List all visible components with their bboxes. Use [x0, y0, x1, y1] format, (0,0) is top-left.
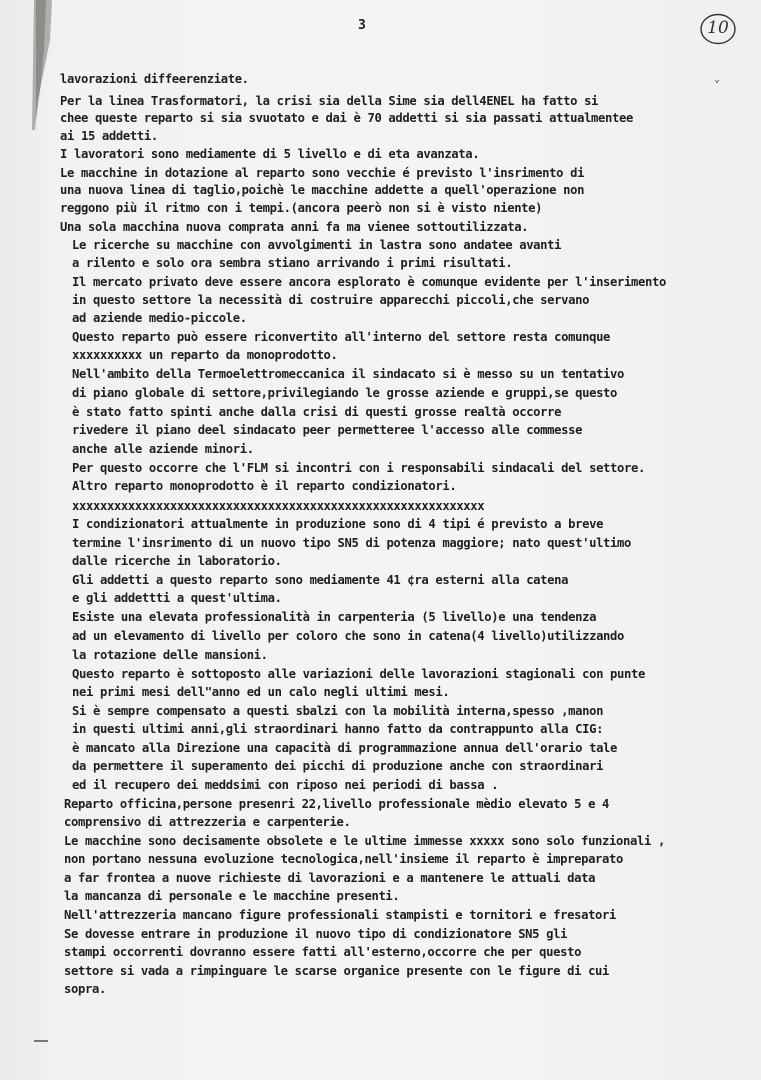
text-line: anche alle aziende minori. — [72, 442, 254, 456]
text-line: in questi ultimi anni,gli straordinari hanno fatto da contrappunto alla CIG: — [72, 722, 604, 736]
text-line: e gli addettti a quest'ultima. — [72, 591, 282, 605]
text-line: Reparto officina,persone presenri 22,livello professionale mèdio elevato 5 e 4 — [64, 797, 610, 811]
text-line: da permettere il superamento dei picchi di produzione anche con straordinari — [72, 759, 604, 773]
text-line: rivedere il piano deel sindacato peer permetteree l'accesso alle commesse — [72, 423, 583, 437]
margin-dash-mark — [34, 1040, 48, 1042]
text-line: I lavoratori sono mediamente di 5 livello e di eta avanzata. — [60, 147, 480, 161]
text-line: settore si vada a rimpinguare le scarse organice presente con le figure di cui — [64, 964, 610, 978]
text-line: Le macchine in dotazione al reparto sono vecchie é previsto l'insrimento di — [60, 166, 585, 180]
text-line: lavorazioni diffeerenziate. — [60, 72, 249, 86]
text-line: Le ricerche su macchine con avvolgimenti in lastra sono andatee avanti — [72, 238, 562, 252]
text-line: Questo reparto è sottoposto alle variazioni delle lavorazioni stagionali con punte — [72, 667, 645, 681]
text-line: Altro reparto monoprodotto è il reparto condizionatori. — [72, 479, 457, 493]
text-line: nei primi mesi dell"anno ed un calo negli ultimi mesi. — [72, 685, 450, 699]
text-line: Questo reparto può essere riconvertito all'interno del settore resta comunque — [72, 330, 611, 344]
text-line: Per la linea Trasformatori, la crisi sia della Sime sia dell4ENEL ha fatto si — [60, 94, 599, 108]
text-line: ai 15 addetti. — [60, 129, 158, 143]
text-line: chee queste reparto si sia svuotato e dai è 70 addetti si sia passati attualmentee — [60, 111, 633, 125]
folio-number: 10 — [707, 18, 729, 38]
text-line: xxxxxxxxxxxxxxxxxxxxxxxxxxxxxxxxxxxxxxxxxxxxxxxxxxxxxxxxxxx — [72, 499, 485, 513]
text-line: Si è sempre compensato a questi sbalzi con la mobilità interna,spesso ,manon — [72, 704, 604, 718]
corner-tick-mark: ⌄ — [714, 74, 721, 85]
text-line: Gli addetti a questo reparto sono mediamente 41 ¢ra esterni alla catena — [72, 573, 569, 587]
text-line: in questo settore la necessità di costruire apparecchi piccoli,che servano — [72, 293, 590, 307]
text-line: Per questo occorre che l'FLM si incontri con i responsabili sindacali del settore. — [72, 461, 645, 475]
text-line: la mancanza di personale e le macchine presenti. — [64, 889, 400, 903]
text-line: non portano nessuna evoluzione tecnologica,nell'insieme il reparto è impreparato — [64, 852, 624, 866]
text-line: Se dovesse entrare in produzione il nuovo tipo di condizionatore SN5 gli — [64, 927, 568, 941]
text-line: ed il recupero dei meddsimi con riposo nei periodi di bassa . — [72, 778, 499, 792]
text-line: a rilento e solo ora sembra stiano arrivando i primi risultati. — [72, 256, 513, 270]
text-line: stampi occorrenti dovranno essere fatti all'esterno,occorre che per questo — [64, 945, 582, 959]
page-number: 3 — [358, 18, 366, 33]
text-line: I condizionatori attualmente in produzione sono di 4 tipi é previsto a breve — [72, 517, 604, 531]
text-line: Nell'ambito della Termoelettromeccanica il sindacato si è messo su un tentativo — [72, 367, 625, 381]
text-line: a far frontea a nuove richieste di lavorazioni e a mantenere le attuali data — [64, 871, 596, 885]
text-line: ad aziende medio-piccole. — [72, 311, 247, 325]
text-line: Le macchine sono decisamente obsolete e le ultime immesse xxxxx sono solo funzionali , — [64, 834, 665, 848]
text-line: reggono più il ritmo con i tempi.(ancora peerò non si è visto niente) — [60, 201, 543, 215]
text-line: ad un elevamento di livello per coloro che sono in catena(4 livello)utilizzando — [72, 629, 625, 643]
text-line: è mancato alla Direzione una capacità di programmazione annua dell'orario tale — [72, 741, 618, 755]
text-line: la rotazione delle mansioni. — [72, 648, 268, 662]
text-line: Una sola macchina nuova comprata anni fa ma vienee sottoutilizzata. — [60, 220, 529, 234]
text-line: comprensivo di attrezzeria e carpenterie. — [64, 815, 351, 829]
text-line: di piano globale di settore,privilegiando le grosse aziende e gruppi,se questo — [72, 386, 618, 400]
text-line: Nell'attrezzeria mancano figure professionali stampisti e tornitori e fresatori — [64, 908, 617, 922]
text-line: Il mercato privato deve essere ancora esplorato è comunque evidente per l'inserimento — [72, 275, 666, 289]
text-line: è stato fatto spinti anche dalla crisi di questi grosse realtà occorre — [72, 405, 562, 419]
text-line: sopra. — [64, 982, 106, 996]
text-line: dalle ricerche in laboratorio. — [72, 554, 282, 568]
text-line: termine l'insrimento di un nuovo tipo SN5 di potenza maggiore; nato quest'ultimo — [72, 536, 632, 550]
text-line: Esiste una elevata professionalità in carpenteria (5 livello)e una tendenza — [72, 610, 597, 624]
text-line: una nuova linea di taglio,poichè le macchine addette a quell'operazione non — [60, 183, 585, 197]
text-line: xxxxxxxxxx un reparto da monoprodotto. — [72, 348, 338, 362]
